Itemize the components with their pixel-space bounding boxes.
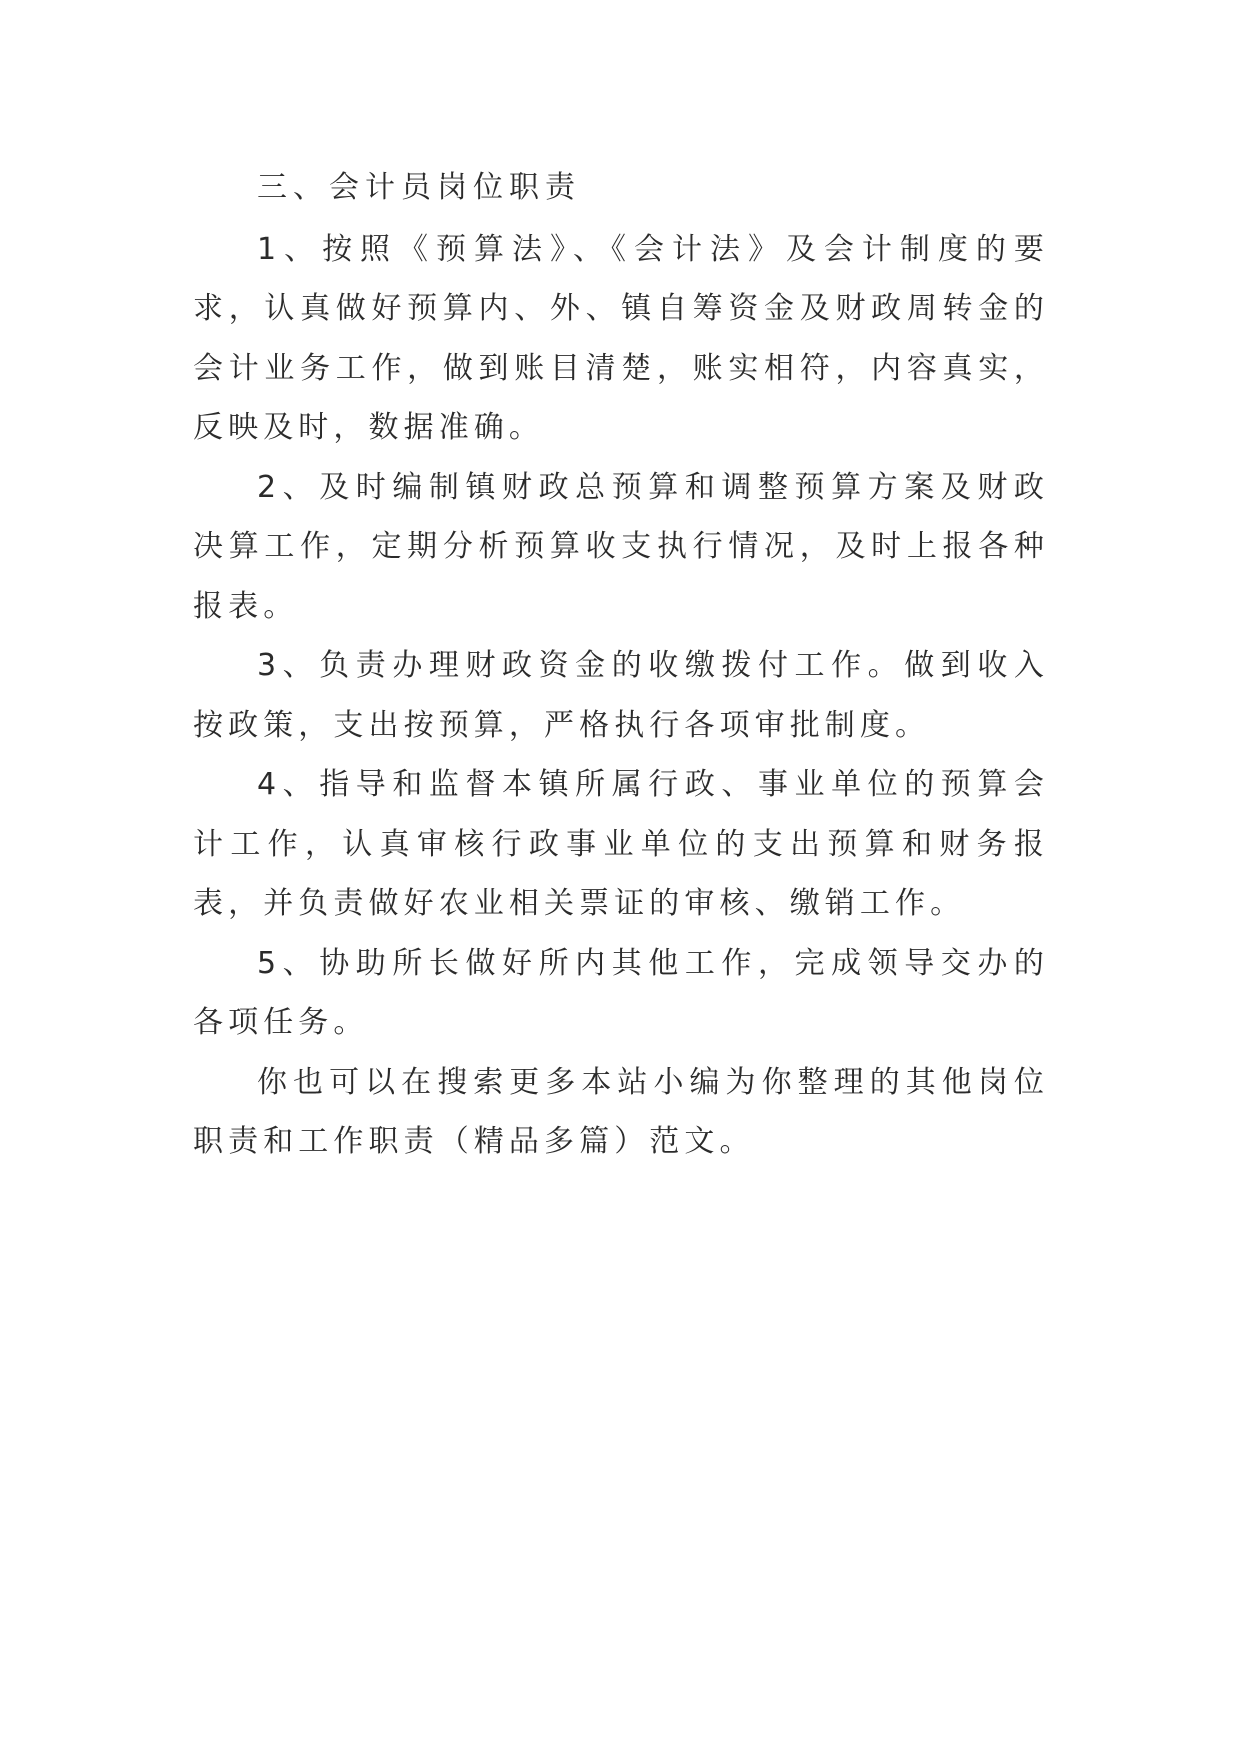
section-heading: 三、会计员岗位职责 xyxy=(257,170,581,205)
document-body xyxy=(193,158,1049,1172)
paragraph-4: 4、指导和监督本镇所属行政、事业单位的预算会计工作，认真审核行政事业单位的支出预算和财务报表，并负责做好农业相关票证的审核、缴销工作。 xyxy=(193,767,1049,921)
paragraph-2: 2、及时编制镇财政总预算和调整预算方案及财政决算工作，定期分析预算收支执行情况，及时上报各种报表。 xyxy=(193,469,1049,624)
paragraph-5: 5、协助所长做好所内其他工作，完成领导交办的各项任务。 xyxy=(193,945,1049,1040)
closing-paragraph: 你也可以在搜索更多本站小编为你整理的其他岗位职责和工作职责（精品多篇）范文。 xyxy=(193,1064,1049,1159)
paragraph-3: 3、负责办理财政资金的收缴拨付工作。做到收入按政策，支出按预算，严格执行各项审批制度。 xyxy=(193,648,1049,743)
paragraph-1: 1、按照《预算法》、《会计法》及会计制度的要求，认真做好预算内、外、镇自筹资金及财政周转金的会计业务工作，做到账目清楚，账实相符，内容真实，反映及时，数据准确。 xyxy=(193,231,1049,445)
